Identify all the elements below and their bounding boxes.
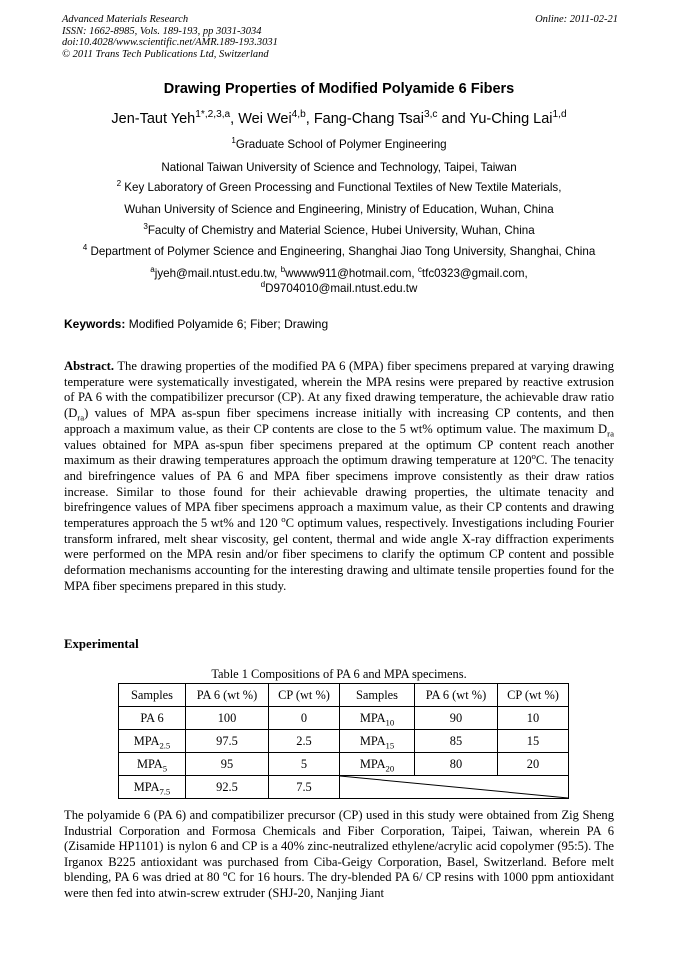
author-name: Yu-Ching Lai [469,111,553,127]
table-cell: $MPA_{7.5}$ [119,776,186,799]
table-cell: 0 [269,707,340,730]
table-cell: 100 [186,707,269,730]
table-cell: 20 [498,753,569,776]
table-cell: $MPA_{15}$ [340,730,415,753]
table-cell: 15 [498,730,569,753]
table-row [119,730,569,753]
composition-table [118,683,569,799]
email-d: D9704010@mail.ntust.edu.tw [265,282,418,295]
abstract-label: Abstract. [64,359,115,373]
table-cell: 5 [269,753,340,776]
table-cell: 95 [186,753,269,776]
table-cell: $MPA_{20}$ [340,753,415,776]
issn-line: ISSN: 1662-8985, Vols. 189-193, pp 3031-3034 [62,25,262,37]
doi-line: doi:10.4028/www.scientific.net/AMR.189-193.3031 [62,37,278,48]
email-b: wwww911@hotmail.com, [285,267,418,280]
author-affiliation-mark: 1*,2,3,a [195,109,231,121]
copyright-line: © 2011 Trans Tech Publications Ltd, Switzerland [62,48,269,60]
author-list: Jen-Taut Yeh$^{1*,2,3,a}$, Wei Wei$^{4,b}$, Fang-Chang Tsai$^{3,c}$ and Yu-Ching Lai$^{1,d}$ [111,109,567,127]
empty-diagonal-cell [340,776,569,799]
table-cell: 85 [415,730,498,753]
author-affiliation-mark: 3,c [423,109,438,121]
author-affiliation-mark: 1,d [552,109,567,121]
affiliation-3: $^3$Faculty of Chemistry and Material Science, Hubei University, Wuhan, China [143,222,535,237]
table-cell: $MPA_{2.5}$ [119,730,186,753]
table-cell: 7.5 [269,776,340,799]
table-cell: 10 [498,707,569,730]
affiliation-1: $^1$Graduate School of Polymer Engineering [231,136,447,151]
table-caption: Table 1 Compositions of PA 6 and MPA specimens. [211,667,467,681]
table-cell: PA 6 [119,707,186,730]
table-cell: 2.5 [269,730,340,753]
table-header-cell: Samples [119,684,186,707]
online-date: Online: 2011-02-21 [535,14,618,25]
table-header-row [119,684,569,707]
keywords [64,317,328,331]
table-cell: 92.5 [186,776,269,799]
author-name: Wei Wei [238,111,292,127]
section-heading-experimental: Experimental [64,637,139,651]
author-name: Jen-Taut Yeh [111,111,196,127]
diagonal-line [340,776,568,798]
author-name: Fang-Chang Tsai [313,111,424,127]
keywords-text: Modified Polyamide 6; Fiber; Drawing [125,317,329,331]
table-row [119,776,569,799]
table-header-cell: CP (wt %) [498,684,569,707]
affiliation-2-line-2: Wuhan University of Science and Engineering, Ministry of Education, Wuhan, China [124,203,554,216]
keywords-label: Keywords: [64,317,126,331]
table-cell: 90 [415,707,498,730]
paper-title: Drawing Properties of Modified Polyamide 6 Fibers [163,81,515,97]
table-cell: $MPA_{10}$ [340,707,415,730]
affiliation-1-line-2: National Taiwan University of Science and Technology, Taipei, Taiwan [161,161,517,174]
email-line-1: $^a$jyeh@mail.ntust.edu.tw, $^b$wwww911@hotmail.com, $^c$tfc0323@gmail.com, [150,265,528,280]
affiliation-2: $^2$ Key Laboratory of Green Processing and Functional Textiles of New Textile Materials, [116,179,562,194]
table-cell: $MPA_5$ [119,753,186,776]
email-c: tfc0323@gmail.com, [421,267,528,280]
table-row [119,707,569,730]
email-line-2: $^d$D9704010@mail.ntust.edu.tw [260,280,418,295]
table-header-cell: PA 6 (wt %) [415,684,498,707]
table-cell: 97.5 [186,730,269,753]
journal-header [62,14,618,60]
email-a: jyeh@mail.ntust.edu.tw, [154,267,281,280]
table-header-cell: PA 6 (wt %) [186,684,269,707]
table-header-cell: CP (wt %) [269,684,340,707]
table-header-cell: Samples [340,684,415,707]
table-cell: 80 [415,753,498,776]
experimental-paragraph: The polyamide 6 (PA 6) and compatibilizer precursor (CP) used in this study were obtained from Zig Sheng Industrial Corporation and Formosa Chemicals and Fiber Corporation, Taipei, Taiwan, wherein PA 6 (Zisamide HP1101) is nylon 6 and CP is a 40% zinc-neutralized ethylene/acrylic acid copolymer (95:5). The Irganox B225 antioxidant was purchased from Ciba-Geigy Corporation, Basel, Switzerland. Before melt blending, PA 6 was dried at 80 $^o$C for 16 hours. The dry-blended PA 6/ CP resins with 1000 ppm antioxidant were then fed into atwin-screw extruder (SHJ-20, Nanjing Jiant [64,808,614,900]
journal-name: Advanced Materials Research [62,14,189,25]
abstract-paragraph: Abstract. The drawing properties of the modified PA 6 (MPA) fiber specimens prepared at varying drawing temperature were systematically investigated, wherein the MPA resins were prepared by reactive extrusion of PA 6 with the compatibilizer precursor (CP). At any fixed drawing temperature, the achievable draw ratio $(D_{ra})$ values of MPA as-spun fiber specimens increase initially with increasing CP contents, and then approach a maximum value, as their CP contents are close to the 5 wt% optimum value. The maximum $D_{ra}$ values obtained for MPA as-spun fiber specimens prepared at the optimum CP content reach another maximum as their drawing temperatures approach the optimum drawing temperature at 120$^o$C. The tenacity and birefringence values of PA 6 and MPA fiber specimens improve consistently as their draw ratios increase. Similar to those found for their achievable drawing properties, the ultimate tenacity and birefringence values of MPA fiber specimens approach a maximum value, as their CP contents and drawing temperatures approach the 5 wt% and 120 $^o$C optimum values, respectively. Investigations including Fourier transform infrared, melt shear viscosity, gel content, thermal and wide angle X-ray diffraction experiments were performed on the MPA resin and/or fiber specimens to clarify the optimum CP content and possible deformation mechanisms accounting for the interesting drawing and ultimate tensile properties found for the MPA fiber specimens prepared in this study. [64,359,614,593]
table-row [119,753,569,776]
author-affiliation-mark: 4,b [291,109,306,121]
affiliation-4: $^4$ Department of Polymer Science and Engineering, Shanghai Jiao Tong University, Shanghai, China [82,243,596,258]
